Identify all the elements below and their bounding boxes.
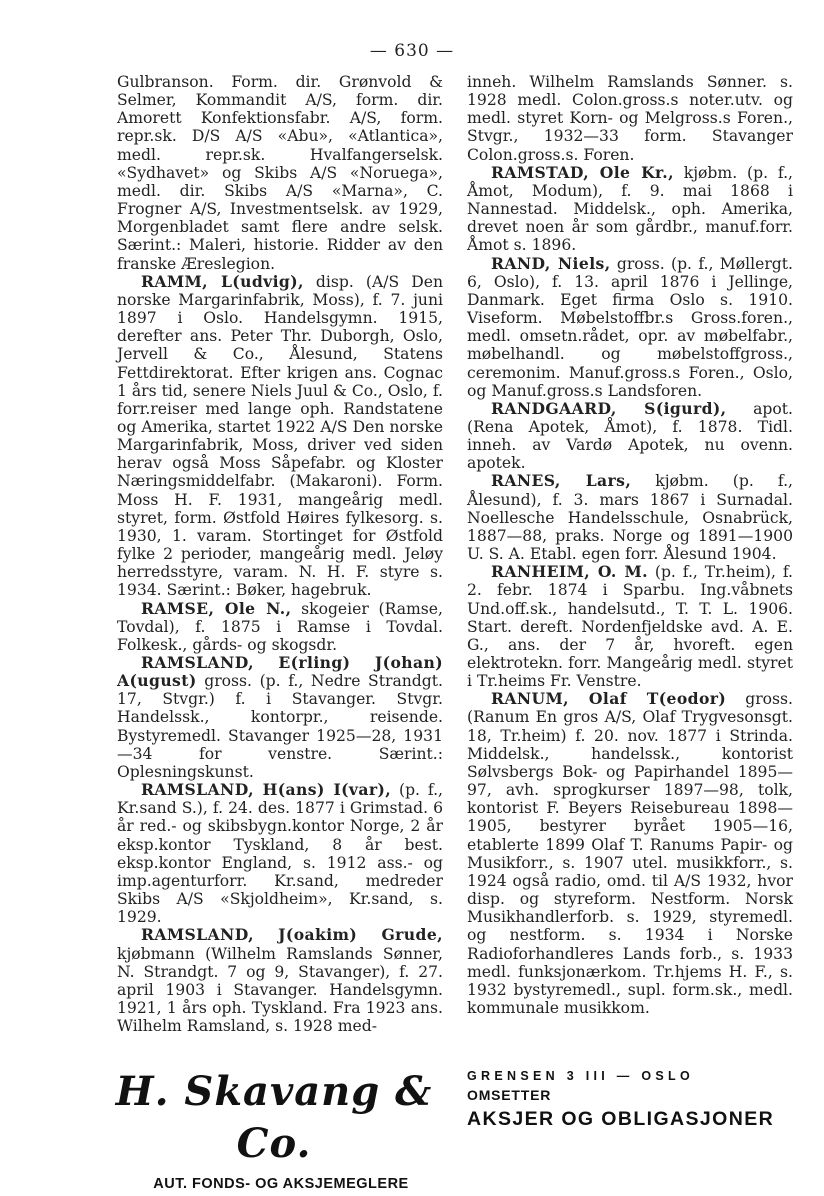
entry bbox=[117, 926, 443, 1035]
entry-text: apot. (Rena Apotek, Åmot), f. 1878. Tidl. inneh. av Vardø Apotek, nu ovenn. apotek. bbox=[467, 399, 793, 473]
skavang-logo: H. Skavang & Co. bbox=[115, 1068, 433, 1167]
entry-text: skogeier (Ramse, Tovdal), f. 1875 i Ramse i Tovdal. Folkesk., gårds- og skogsdr. bbox=[117, 599, 443, 654]
advertisement-skavang bbox=[117, 1066, 445, 1192]
entry-text: disp. (A/S Den norske Margarinfabrik, Moss), f. 7. juni 1897 i Oslo. Handelsgymn. 1915, derefter ans. Peter Thr. Duborgh, Oslo, Jervell & Co., Ålesund, Statens Fettdirektorat. Efter krigen ans. Cognac 1 års tid, senere Niels Juul & Co., Oslo, f. forr.reiser med lange oph. Randstatene og Amerika, startet 1922 A/S Den norske Margarinfabrik, Moss, driver ved siden herav også Moss Såpefabr. og Kloster Næringsmiddelfabr. (Makaroni). Form. Moss H. F. 1931, mangeårig medl. styret, form. Østfold Høires fylkesorg. s. 1930, 1. varam. Stortinget for Østfold fylke 2 perioder, mangeårig medl. Jeløy herredsstyre, varam. N. H. F. styre s. 1934. Særint.: Bøker, hagebruk. bbox=[117, 272, 443, 600]
entry-text: (p. f., Kr.sand S.), f. 24. des. 1877 i Grimstad. 6 år red.- og skibsbygn.kontor Norge, 2 år eksp.kontor Tyskland, 8 år best. eksp.kontor England, s. 1912 ass.- og imp.agenturforr. Kr.sand, medreder Skibs A/S «Skjoldheim», Kr.sand, s. 1929. bbox=[117, 781, 443, 927]
entry bbox=[467, 563, 793, 690]
entry bbox=[467, 255, 793, 400]
entry bbox=[467, 690, 793, 1017]
ad-headline: AKSJER OG OBLIGASJONER bbox=[467, 1108, 775, 1130]
entry-name: RANDGAARD, S(igurd), bbox=[491, 398, 727, 418]
left-column bbox=[117, 73, 443, 1035]
entry bbox=[467, 73, 793, 164]
entry-name: RAMSLAND, H(ans) I(var), bbox=[141, 780, 392, 800]
advertisement-grensen bbox=[467, 1066, 797, 1132]
page-number: — 630 — bbox=[369, 41, 455, 61]
entry-name: RANHEIM, O. M. bbox=[491, 562, 648, 582]
ad-address: GRENSEN 3 III — OSLO bbox=[467, 1069, 694, 1083]
entry-name: RAMSLAND, J(oakim) Grude, bbox=[141, 925, 443, 945]
entry-text: kjøbm. (p. f., Åmot, Modum), f. 9. mai 1868 i Nannestad. Middelsk., oph. Amerika, drevet noen år som gårdbr., manuf.forr. Åmot s. 1896. bbox=[467, 163, 794, 255]
entry-name: RAND, Niels, bbox=[491, 253, 611, 273]
entry bbox=[467, 164, 793, 255]
ad-subheading: OMSETTER bbox=[467, 1087, 552, 1103]
entry bbox=[117, 654, 443, 781]
entry bbox=[117, 73, 443, 273]
entry bbox=[467, 472, 793, 563]
entry-name: RAMSE, Ole N., bbox=[141, 598, 292, 618]
entry bbox=[117, 781, 443, 926]
entry bbox=[117, 600, 443, 654]
entry-name: RANES, Lars, bbox=[491, 471, 632, 491]
entry-text: gross. (p. f., Nedre Strandgt. 17, Stvgr.) f. i Stavanger. Stvgr. Handelssk., kontorpr., reisende. Bystyremedl. Stavanger 1925—28, 1931—34 for venstre. Særint.: Oplesningskunst. bbox=[117, 672, 443, 781]
entry-text: (p. f., Tr.heim), f. 2. febr. 1874 i Sparbu. Ing.våbnets Und.off.sk., handelsutd., T. T. L. 1906. Start. dereft. Nordenfjeldske avd. A. E. G., ans. der 7 år, hvoreft. egen elektrotekn. forr. Mangeårig medl. styret i Tr.heims Fr. Venstre. bbox=[467, 563, 793, 691]
skavang-tagline: AUT. FONDS- OG AKSJEMEGLERE bbox=[153, 1176, 409, 1192]
entry-text: Gulbranson. Form. dir. Grønvold & Selmer, Kommandit A/S, form. dir. Amorett Konfektionsfabr. A/S, form. repr.sk. D/S A/S «Abu», «Atlantica», medl. repr.sk. Hvalfangerselsk. «Sydhavet» og Skibs A/S «Noruega», medl. dir. Skibs A/S «Marna», C. Frogner A/S, Investmentselsk. av 1929, Morgenbladet samt flere andre selsk. Særint.: Maleri, historie. Ridder av den franske Æreslegion. bbox=[117, 73, 443, 273]
right-column bbox=[467, 73, 793, 1017]
entry-name: RAMSTAD, Ole Kr., bbox=[491, 162, 674, 182]
entry-text: kjøbmann (Wilhelm Ramslands Sønner, N. Strandgt. 7 og 9, Stavanger), f. 27. april 1903 i Stavanger. Handelsgymn. 1921, 1 års oph. Tyskland. Fra 1923 ans. Wilhelm Ramsland, s. 1928 med- bbox=[117, 944, 443, 1036]
entry-name: RAMM, L(udvig), bbox=[141, 271, 304, 291]
entry-text: gross. (Ranum En gros A/S, Olaf Trygvesonsgt. 18, Tr.heim) f. 20. nov. 1877 i Strinda. Middelsk., handelssk., kontorist Sølvsbergs Bok- og Papirhandel 1895—97, avh. sprogkurser 1897—98, tolk, kontorist F. Beyers Reisebureau 1898—1905, bestyrer byrået 1905—16, etablerte 1899 Olaf T. Ranums Papir- og Musikforr., s. 1907 utel. musikkforr., s. 1924 også radio, omd. til A/S 1932, hvor disp. og styreform. Nestform. Norsk Musikhandlerforb. s. 1929, styremedl. og nestform. s. 1934 i Norske Radioforhandleres Lands forb., s. 1933 medl. funksjonærkom. Tr.hjems H. F., s. 1932 bystyremedl., supl. form.sk., medl. kommunale musikkom. bbox=[467, 690, 794, 1017]
entry bbox=[467, 400, 793, 473]
entry-name: RANUM, Olaf T(eodor) bbox=[491, 689, 727, 709]
entry-text: gross. (p. f., Møllergt. 6, Oslo), f. 13. april 1876 i Jellinge, Danmark. Eget firma Oslo s. 1910. Viseform. Møbelstoffbr.s Gross.foren., medl. omsetn.rådet, opr. av møbelfabr., møbelhandl. og møbelstoffgross., ceremonim. Manuf.gross.s Foren., Oslo, og Manuf.gross.s Landsforen. bbox=[467, 254, 794, 400]
entry-name: RAMSLAND, E(rling) J(ohan) A(ugust) bbox=[117, 653, 443, 691]
entry bbox=[117, 273, 443, 600]
entry-text: inneh. Wilhelm Ramslands Sønner. s. 1928 medl. Colon.gross.s noter.utv. og medl. styret Korn- og Melgross.s Foren., Stvgr., 1932—33 form. Stavanger Colon.gross.s. Foren. bbox=[467, 73, 793, 164]
entry-text: kjøbm. (p. f., Ålesund), f. 3. mars 1867 i Surnadal. Noellesche Handelsschule, Osnabrück, 1887—88, praks. Norge og 1891—1900 U. S. A. Etabl. egen forr. Ålesund 1904. bbox=[467, 472, 793, 564]
